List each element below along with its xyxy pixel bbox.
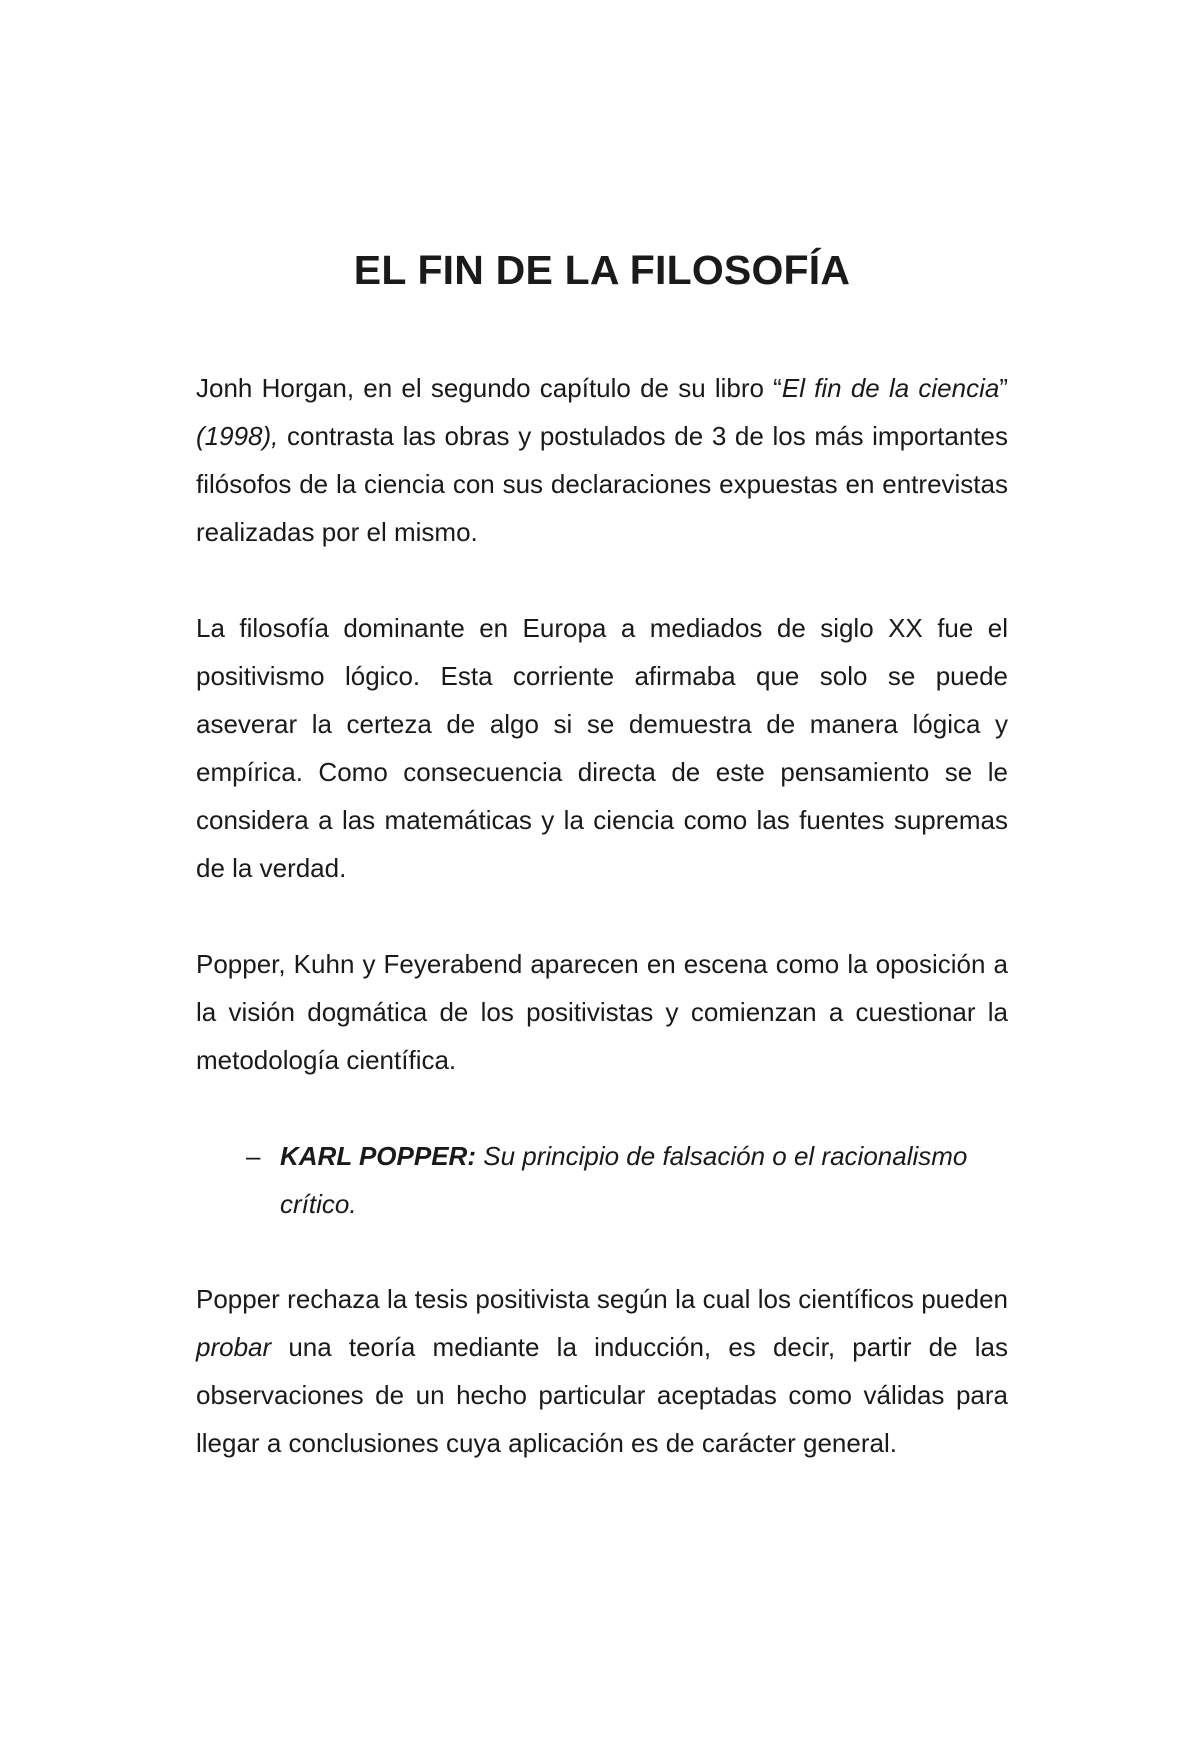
paragraph-intro-text-a: Jonh Horgan, en el segundo capítulo de su libro “ — [196, 373, 782, 403]
page-title: EL FIN DE LA FILOSOFÍA — [353, 247, 851, 293]
book-year: (1998), — [196, 421, 279, 451]
paragraph-positivism: La filosofía dominante en Europa a mediados de siglo XX fue el positivismo lógico. Esta corriente afirmaba que solo se puede aseverar la certeza de algo si se demuestra de manera lógica y empírica. Como consecuencia directa de este pensamiento se le considera a las matemáticas y la ciencia como las fuentes supremas de la verdad. — [196, 613, 1008, 883]
paragraph-opposition: Popper, Kuhn y Feyerabend aparecen en escena como la oposición a la visión dogmática de los positivistas y comienzan a cuestionar la metodología científica. — [196, 949, 1008, 1075]
paragraph-intro — [196, 364, 1008, 556]
list-item — [196, 1132, 1008, 1228]
paragraph-intro-text-c: contrasta las obras y postulados de 3 de los más importantes filósofos de la ciencia con sus declaraciones expuestas en entrevistas realizadas por el mismo. — [196, 421, 1008, 547]
paragraph-popper-text-a: Popper rechaza la tesis positivista según la cual los científicos pueden — [196, 1284, 1008, 1314]
list-item-description: Su principio de falsación o el racionalismo crítico. — [280, 1141, 968, 1219]
paragraph-popper — [196, 1275, 1008, 1467]
list-bullet: – — [246, 1141, 261, 1171]
list-item-name: KARL POPPER: — [280, 1141, 476, 1171]
document-page — [196, 240, 1008, 1467]
emphasis-word: probar — [196, 1332, 272, 1362]
philosopher-list — [196, 1132, 1008, 1228]
paragraph-popper-text-b: una teoría mediante la inducción, es decir, partir de las observaciones de un hecho particular aceptadas como válidas para llegar a conclusiones cuya aplicación es de carácter general. — [196, 1332, 1008, 1458]
paragraph-intro-text-b: ” — [999, 373, 1009, 403]
book-title: El fin de la ciencia — [781, 373, 1000, 403]
